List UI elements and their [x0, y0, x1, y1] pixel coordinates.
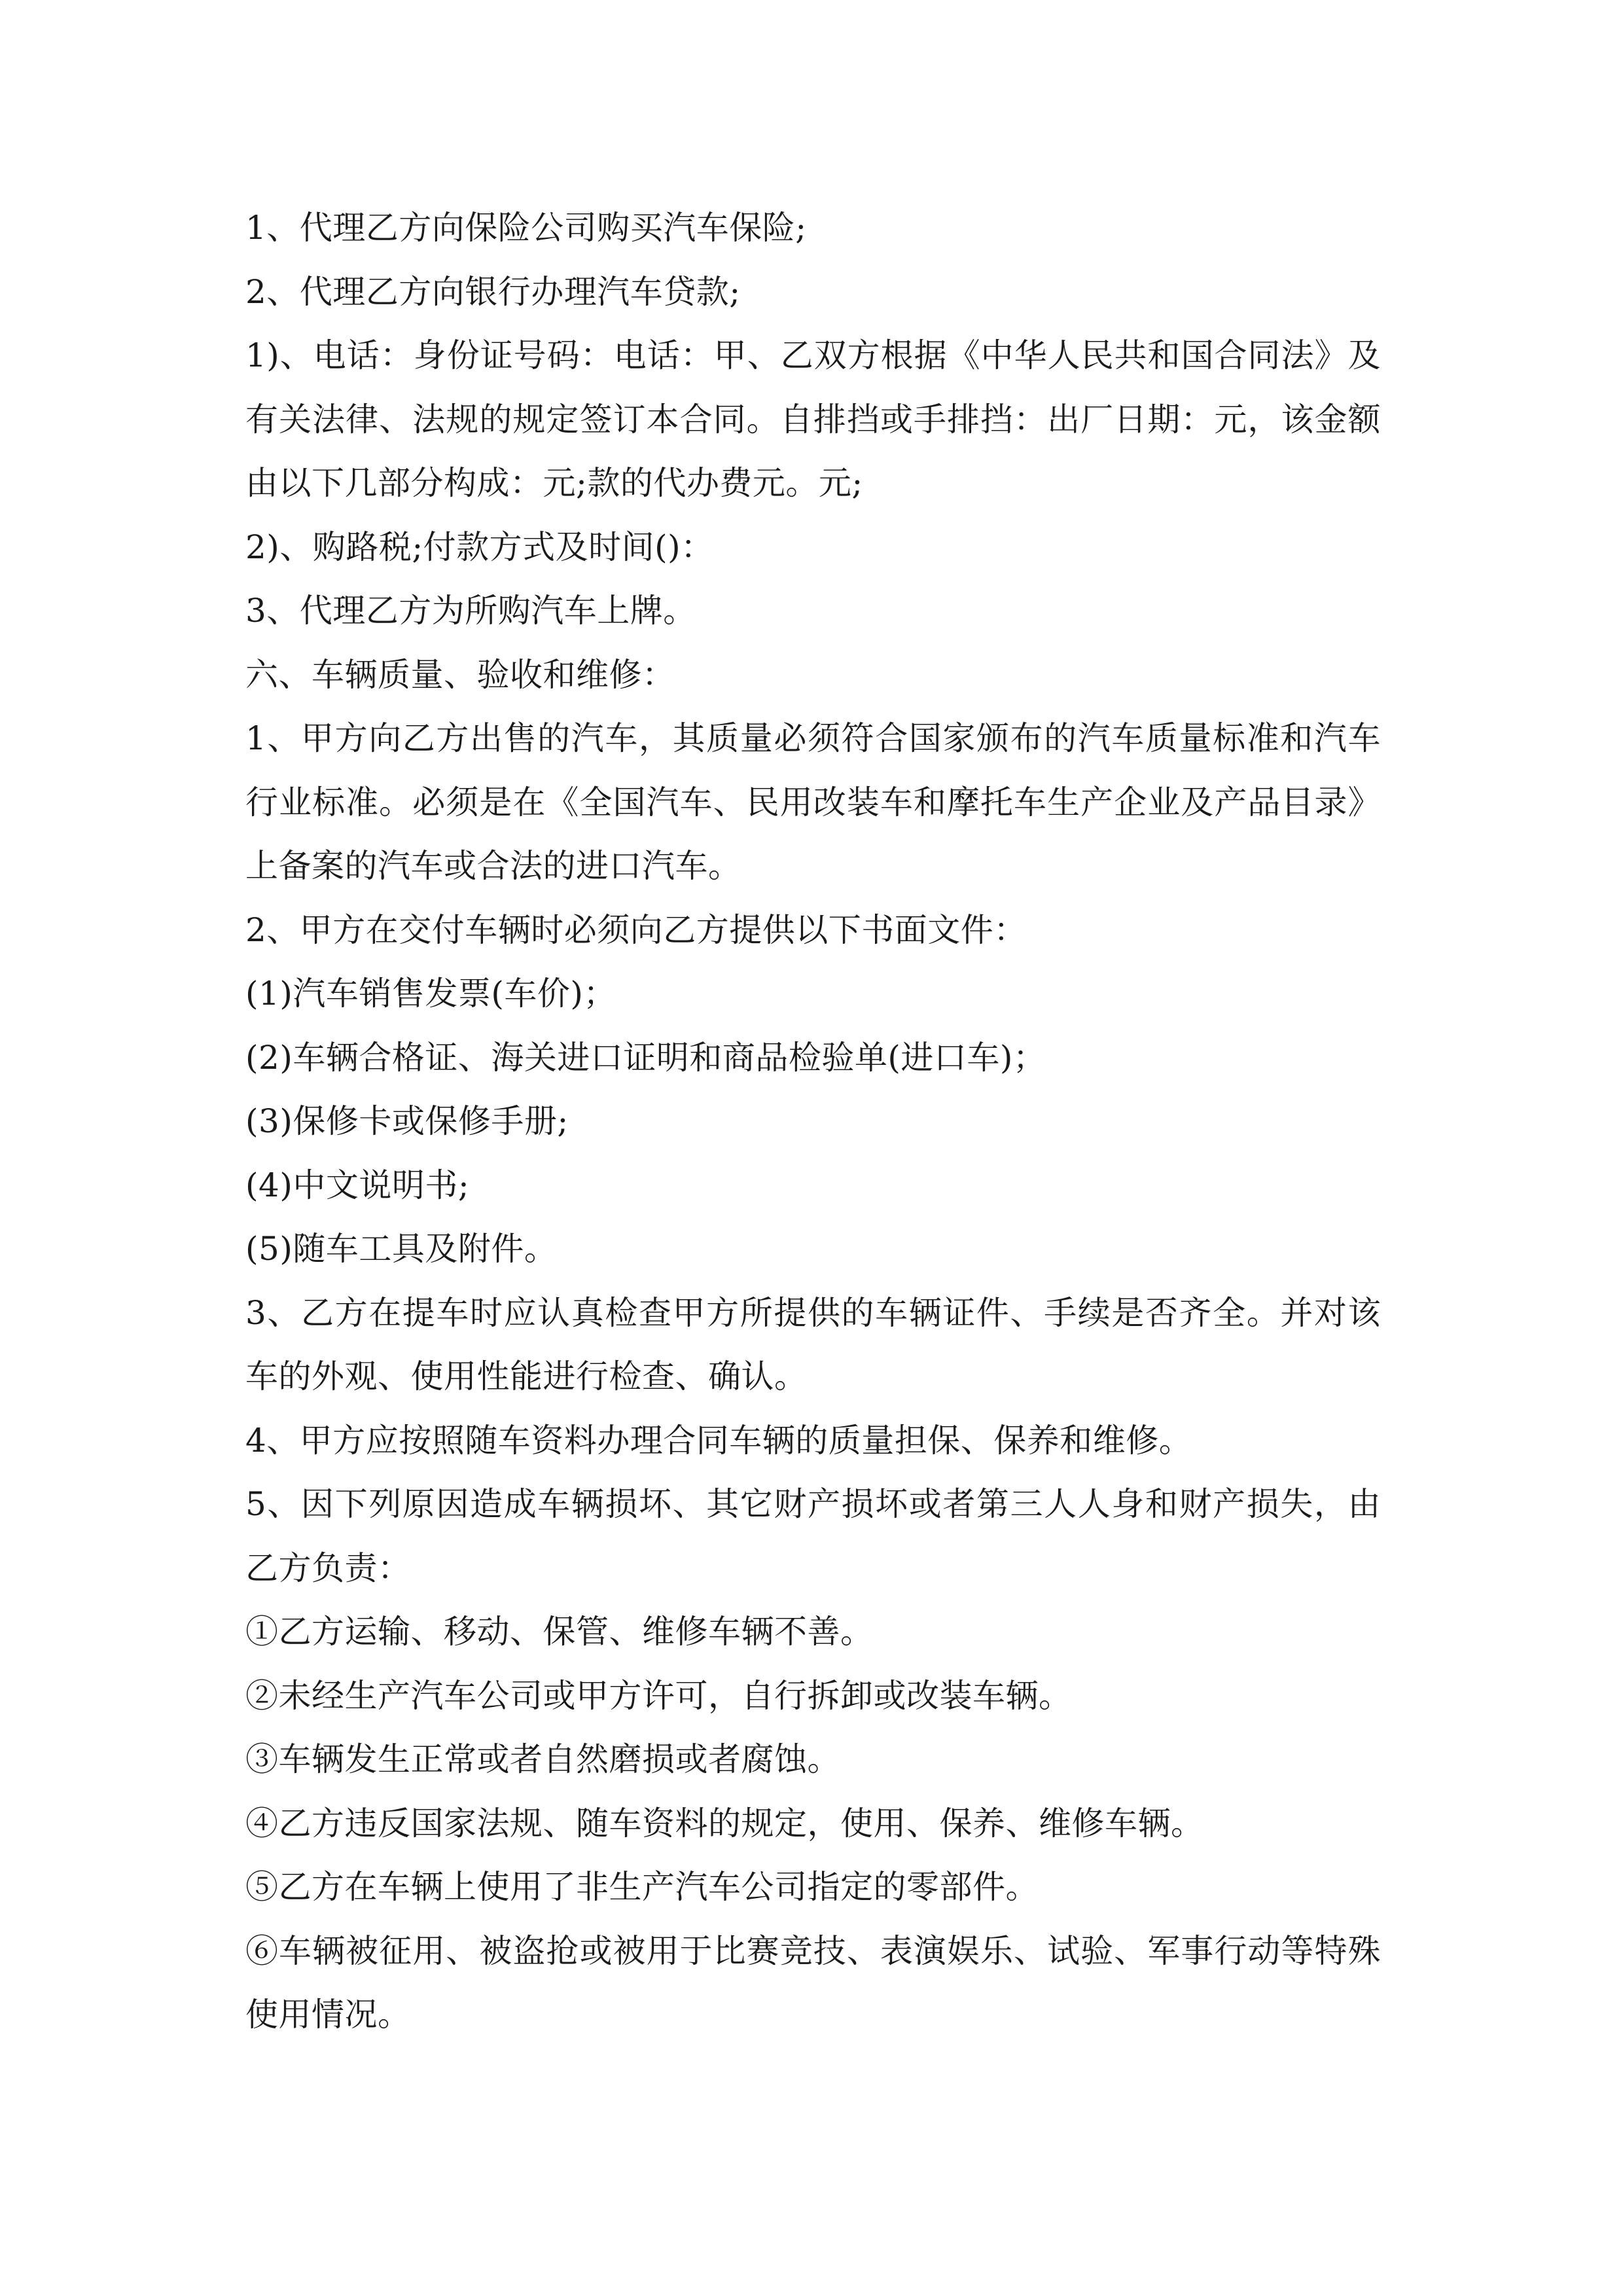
- paragraph-documents-required: 2、甲方在交付车辆时必须向乙方提供以下书面文件：: [245, 910, 1027, 949]
- list-item-liability-6: ⑥车辆被征用、被盗抢或被用于比赛竞技、表演娱乐、试验、军事行动等特殊使用情况。: [245, 1931, 1381, 2034]
- paragraph-insurance-agency: 1、代理乙方向保险公司购买汽车保险;: [245, 209, 807, 247]
- list-item-liability-5: ⑤乙方在车辆上使用了非生产汽车公司指定的零部件。: [245, 1868, 1039, 1906]
- list-item-manual: (4)中文说明书;: [245, 1166, 470, 1204]
- list-item-certificate: (2)车辆合格证、海关进口证明和商品检验单(进口车)；: [245, 1038, 1046, 1077]
- paragraph-loan-agency: 2、代理乙方向银行办理汽车贷款;: [245, 272, 741, 311]
- paragraph-registration: 3、代理乙方为所购汽车上牌。: [245, 592, 696, 630]
- paragraph-quality-standard: 1、甲方向乙方出售的汽车，其质量必须符合国家颁布的汽车质量标准和汽车行业标准。必须是在《全国汽车、民用改装车和摩托车生产企业及产品目录》上备案的汽车或合法的进口汽车。: [245, 719, 1381, 885]
- list-item-tools: (5)随车工具及附件。: [245, 1230, 558, 1268]
- paragraph-contact-and-price: 1)、电话：身份证号码：电话：甲、乙双方根据《中华人民共和国合同法》及有关法律、法规的规定签订本合同。自排挡或手排挡：出厂日期：元，该金额由以下几部分构成：元;款的代办费元。元;: [245, 336, 1381, 502]
- list-item-liability-4: ④乙方违反国家法规、随车资料的规定，使用、保养、维修车辆。: [245, 1804, 1204, 1842]
- paragraph-inspection: 3、乙方在提车时应认真检查甲方所提供的车辆证件、手续是否齐全。并对该车的外观、使用性能进行检查、确认。: [245, 1293, 1381, 1395]
- list-item-invoice: (1)汽车销售发票(车价)；: [245, 975, 616, 1013]
- document-body: [245, 196, 1381, 2047]
- paragraph-purchase-tax: 2)、购路税;付款方式及时间()：: [245, 528, 714, 566]
- list-item-liability-1: ①乙方运输、移动、保管、维修车辆不善。: [245, 1613, 874, 1651]
- list-item-liability-3: ③车辆发生正常或者自然磨损或者腐蚀。: [245, 1740, 840, 1778]
- section-heading-quality: 六、车辆质量、验收和维修：: [245, 655, 675, 694]
- list-item-warranty-card: (3)保修卡或保修手册;: [245, 1102, 569, 1140]
- paragraph-liability: 5、因下列原因造成车辆损坏、其它财产损坏或者第三人人身和财产损失，由乙方负责：: [245, 1485, 1381, 1587]
- list-item-liability-2: ②未经生产汽车公司或甲方许可，自行拆卸或改装车辆。: [245, 1676, 1072, 1715]
- paragraph-warranty-service: 4、甲方应按照随车资料办理合同车辆的质量担保、保养和维修。: [245, 1421, 1192, 1460]
